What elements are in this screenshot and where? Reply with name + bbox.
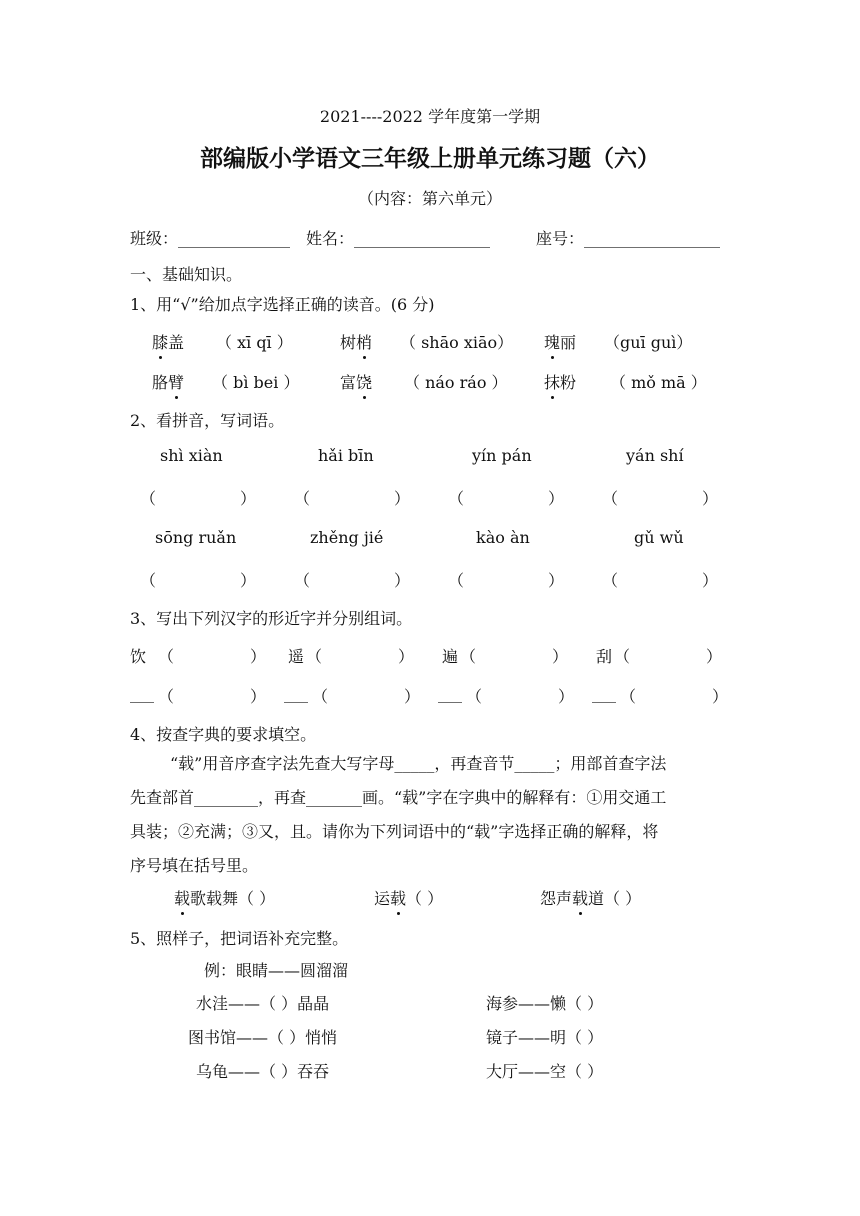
q4-item[interactable]: 运载（ ） [374,886,443,909]
q5-item[interactable]: 镜子——明（ ） [486,1028,604,1047]
semester-line: 2021----2022 学年度第一学期 [319,107,541,126]
answer-box-close[interactable]: ） [240,489,257,508]
q1-options[interactable]: （ bì bei ） [212,373,300,392]
q1-options[interactable]: （ xī qī ） [216,333,293,352]
q5-example: 例：眼睛——圆溜溜 [204,961,349,980]
answer-box-open[interactable]: （ [312,687,329,706]
answer-box-close[interactable]: ） [552,647,569,666]
answer-box-close[interactable]: ） [706,647,723,666]
q4-line: 具装；②充满；③又，且。请你为下列词语中的“载”字选择正确的解释，将 [130,822,659,841]
answer-box-open[interactable]: （ [460,647,477,666]
section-basic-knowledge: 一、基础知识。 [130,265,243,284]
answer-box-open[interactable]: （ [140,489,157,508]
q4-paragraph [130,747,730,883]
q3-char: 刮 [596,647,613,666]
page-title: 部编版小学语文三年级上册单元练习题（六） [200,145,660,172]
q1-item: 瑰丽 [544,330,576,353]
q1-item: 树梢 [340,330,372,353]
answer-box-close[interactable]: ） [250,687,267,706]
answer-box-open[interactable]: （ [448,571,465,590]
name-field[interactable]: 姓名：_________________ [306,229,491,248]
pinyin: kào àn [476,528,530,547]
q3-title: 3、写出下列汉字的形近字并分别组词。 [130,609,413,628]
answer-box-open[interactable]: （ [306,647,323,666]
q5-item[interactable]: 水洼——（ ）晶晶 [196,994,330,1013]
pinyin: gǔ wǔ [634,528,684,547]
q1-options[interactable]: （ shāo xiāo） [400,333,514,352]
q4-line: 先查部首________，再查_______画。“载”字在字典中的解释有：①用交通工 [130,788,667,807]
q1-title: 1、用“√”给加点字选择正确的读音。(6 分) [130,295,435,314]
answer-box-open[interactable]: （ [602,571,619,590]
answer-box-close[interactable]: ） [712,687,729,706]
q5-item[interactable]: 海参——懒（ ） [486,994,604,1013]
q5-title: 5、照样子，把词语补充完整。 [130,929,349,948]
q3-blank[interactable]: ___ [130,684,154,703]
answer-box-close[interactable]: ） [702,489,719,508]
answer-box-close[interactable]: ） [394,489,411,508]
pinyin: shì xiàn [160,446,223,465]
answer-box-open[interactable]: （ [620,687,637,706]
answer-box-open[interactable]: （ [466,687,483,706]
pinyin: zhěng jié [310,528,384,547]
answer-box-open[interactable]: （ [294,489,311,508]
q4-item[interactable]: 怨声载道（ ） [540,886,641,909]
q1-item: 胳臂 [152,370,184,393]
answer-box-open[interactable]: （ [614,647,631,666]
q5-item[interactable]: 图书馆——（ ）悄悄 [188,1028,338,1047]
q4-item[interactable]: 载歌载舞（ ） [174,886,275,909]
q1-options[interactable]: （guī guì） [604,333,693,352]
page-subtitle: （内容：第六单元） [357,189,502,208]
answer-box-open[interactable]: （ [448,489,465,508]
pinyin: sōng ruǎn [155,528,237,547]
answer-box-close[interactable]: ） [558,687,575,706]
answer-box-open[interactable]: （ [158,687,175,706]
q5-item[interactable]: 大厅——空（ ） [486,1062,604,1081]
q3-blank[interactable]: ___ [592,684,616,703]
answer-box-open[interactable]: （ [294,571,311,590]
answer-box-close[interactable]: ） [702,571,719,590]
answer-box-close[interactable]: ） [394,571,411,590]
answer-box-close[interactable]: ） [404,687,421,706]
class-field[interactable]: 班级：______________ [130,229,291,248]
answer-box-close[interactable]: ） [548,489,565,508]
pinyin: yín pán [472,446,532,465]
q3-blank[interactable]: ___ [438,684,462,703]
q3-blank[interactable]: ___ [284,684,308,703]
pinyin: yán shí [626,446,684,465]
q1-item: 抹粉 [544,370,576,393]
q2-title: 2、看拼音，写词语。 [130,411,285,430]
answer-box-open[interactable]: （ [602,489,619,508]
q5-item[interactable]: 乌龟——（ ）吞吞 [196,1062,330,1081]
answer-box-close[interactable]: ） [250,647,267,666]
q3-char: 遍 [442,647,459,666]
answer-box-open[interactable]: （ [158,647,175,666]
q3-char: 饮 [130,647,147,666]
seat-field[interactable]: 座号：_________________ [536,229,721,248]
answer-box-close[interactable]: ） [240,571,257,590]
q4-title: 4、按查字典的要求填空。 [130,725,317,744]
pinyin: hǎi bīn [318,446,374,465]
q1-options[interactable]: （ náo ráo ） [404,373,508,392]
q1-options[interactable]: （ mǒ mā ） [610,373,707,392]
q3-char: 遥 [288,647,305,666]
q1-item: 膝盖 [152,330,184,353]
answer-box-open[interactable]: （ [140,571,157,590]
answer-box-close[interactable]: ） [548,571,565,590]
q4-line: 序号填在括号里。 [130,856,259,875]
q1-item: 富饶 [340,370,372,393]
answer-box-close[interactable]: ） [398,647,415,666]
q4-line: “载”用音序查字法先查大写字母_____，再查音节_____；用部首查字法 [170,754,667,773]
